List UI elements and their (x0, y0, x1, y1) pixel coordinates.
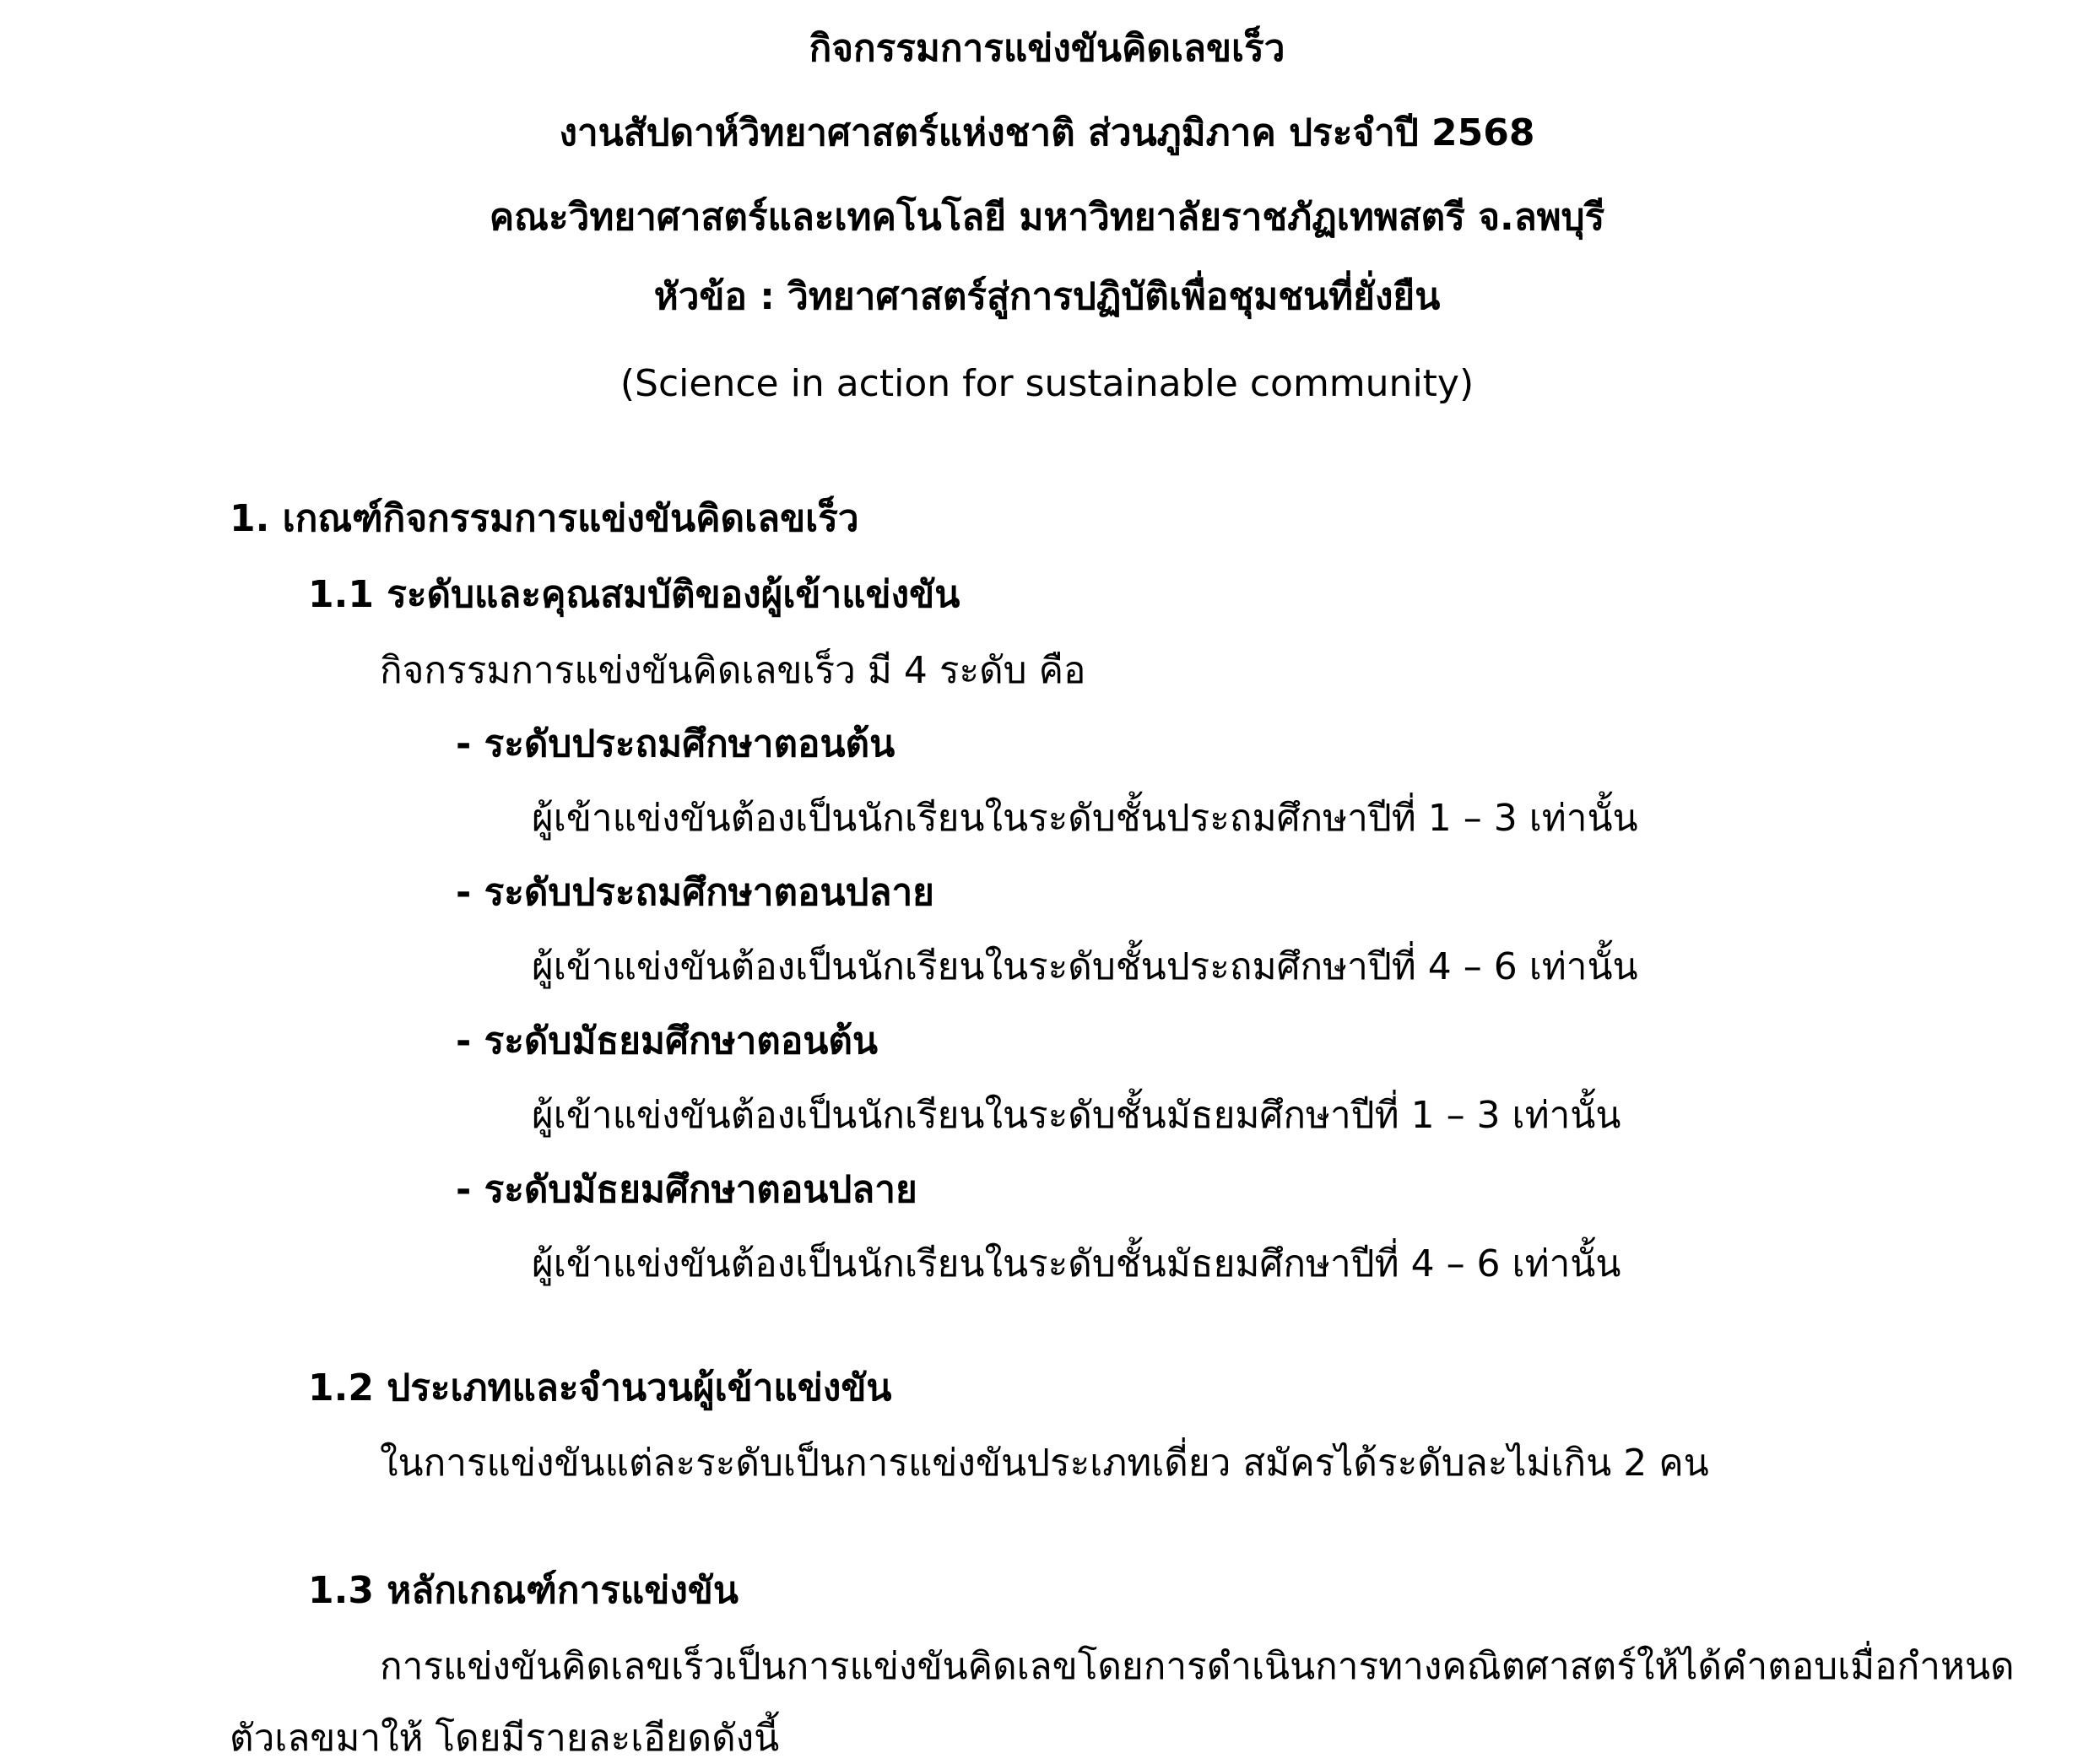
section-1-3-text-line-1: การแข่งขันคิดเลขเร็วเป็นการแข่งขันคิดเลขโดยการดำเนินการทางคณิตศาสตร์ให้ได้คำตอบเมื่อกำหนด (380, 1645, 2015, 1688)
section-1-2-heading: 1.2 ประเภทและจำนวนผู้เข้าแข่งขัน (308, 1366, 892, 1410)
event-name: งานสัปดาห์วิทยาศาสตร์แห่งชาติ ส่วนภูมิภาค ประจำปี 2568 (559, 111, 1535, 154)
level-name: - ระดับประถมศึกษาตอนต้น (456, 722, 895, 766)
level-name: - ระดับมัธยมศึกษาตอนปลาย (456, 1168, 917, 1211)
section-1-3-heading: 1.3 หลักเกณฑ์การแข่งขัน (308, 1569, 739, 1612)
topic-english: (Science in action for sustainable community) (620, 362, 1474, 405)
level-name: - ระดับประถมศึกษาตอนปลาย (456, 871, 934, 914)
section-1-1-heading: 1.1 ระดับและคุณสมบัติของผู้เข้าแข่งขัน (308, 573, 960, 616)
document-title: กิจกรรมการแข่งขันคิดเลขเร็ว (809, 27, 1285, 70)
topic-thai: หัวข้อ : วิทยาศาสตร์สู่การปฏิบัติเพื่อชุมชนที่ยั่งยืน (653, 275, 1441, 318)
level-requirement: ผู้เข้าแข่งขันต้องเป็นนักเรียนในระดับชั้นมัธยมศึกษาปีที่ 1 – 3 เท่านั้น (532, 1094, 1621, 1137)
level-requirement: ผู้เข้าแข่งขันต้องเป็นนักเรียนในระดับชั้นประถมศึกษาปีที่ 1 – 3 เท่านั้น (532, 797, 1638, 840)
section-1-3-text-line-2: ตัวเลขมาให้ โดยมีรายละเอียดดังนี้ (230, 1717, 780, 1760)
level-name: - ระดับมัธยมศึกษาตอนต้น (456, 1020, 879, 1063)
levels-intro: กิจกรรมการแข่งขันคิดเลขเร็ว มี 4 ระดับ คือ (380, 649, 1086, 692)
level-requirement: ผู้เข้าแข่งขันต้องเป็นนักเรียนในระดับชั้นประถมศึกษาปีที่ 4 – 6 เท่านั้น (532, 945, 1638, 988)
organizer-name: คณะวิทยาศาสตร์และเทคโนโลยี มหาวิทยาลัยราชภัฏเทพสตรี จ.ลพบุรี (489, 196, 1605, 239)
section-1-heading: 1. เกณฑ์กิจกรรมการแข่งขันคิดเลขเร็ว (230, 497, 859, 540)
section-1-2-text: ในการแข่งขันแต่ละระดับเป็นการแข่งขันประเภทเดี่ยว สมัครได้ระดับละไม่เกิน 2 คน (380, 1442, 1709, 1485)
level-requirement: ผู้เข้าแข่งขันต้องเป็นนักเรียนในระดับชั้นมัธยมศึกษาปีที่ 4 – 6 เท่านั้น (532, 1242, 1621, 1285)
